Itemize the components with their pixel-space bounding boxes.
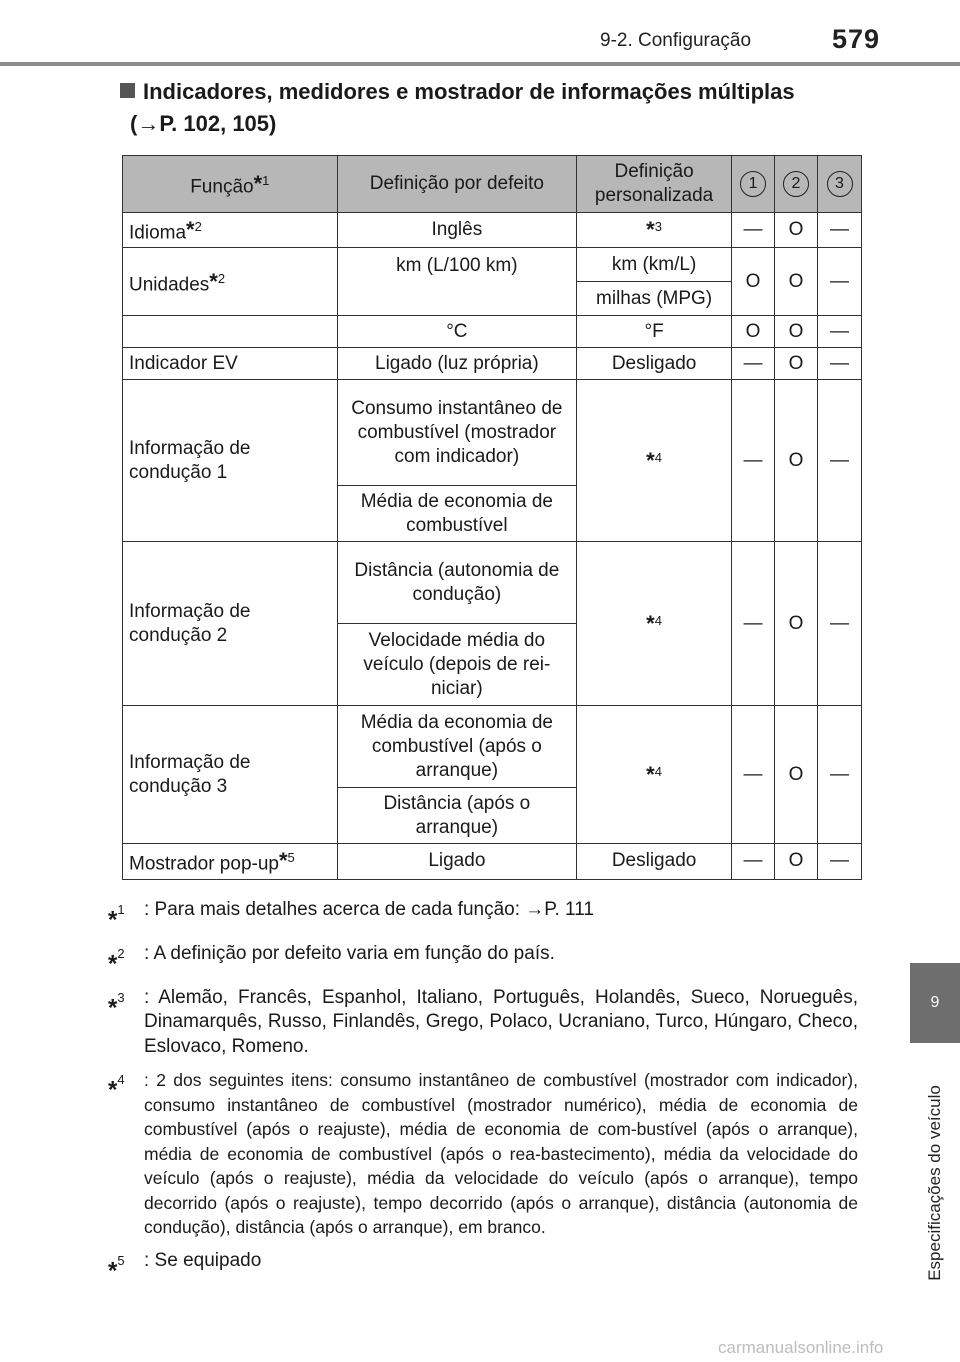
cell-default: Distância (autonomia de condução) xyxy=(337,542,577,624)
cell-custom xyxy=(577,706,732,844)
footnote-marker: *$^4$ xyxy=(108,1072,125,1104)
cell-function: Informação de condução 1 xyxy=(123,380,338,542)
cell-default: Distância (após o arranque) xyxy=(337,788,577,844)
footnotes xyxy=(108,898,858,1292)
cell-col2: O xyxy=(775,542,818,706)
cell-custom: milhas (MPG) xyxy=(577,282,732,316)
footnote-item xyxy=(108,986,858,1060)
cell-col2: O xyxy=(775,844,818,879)
footnote-marker: *$^1$ xyxy=(108,902,125,934)
cell-custom xyxy=(577,213,732,248)
footnote-marker: *$^3$ xyxy=(108,989,125,1021)
cell-custom: °F xyxy=(577,316,732,348)
cell-default: Consumo instantâneo de combustível (mostrador com indicador) xyxy=(337,380,577,486)
table-row-unidades xyxy=(123,248,862,282)
cell-default: Ligado xyxy=(337,844,577,879)
footnote-item xyxy=(108,898,858,933)
table-row-popup xyxy=(123,844,862,879)
header-rule xyxy=(0,62,960,66)
cell-col3: — xyxy=(818,380,862,542)
footnote-item xyxy=(108,1249,858,1284)
cell-col3: — xyxy=(818,213,862,248)
cell-col3: — xyxy=(818,348,862,380)
table-row-info3 xyxy=(123,706,862,788)
cell-function xyxy=(123,316,338,348)
cell-col1: — xyxy=(732,348,775,380)
footnote-ref: *1 xyxy=(253,170,270,196)
footnote-ref: *4 xyxy=(646,447,662,473)
chapter-tab-label-text: Especificações do veículo xyxy=(925,1084,944,1281)
cell-function: Informação de condução 2 xyxy=(123,542,338,706)
table-row-info2 xyxy=(123,542,862,624)
cell-custom xyxy=(577,542,732,706)
cell-default: Média da economia de combustível (após o arranque) xyxy=(337,706,577,788)
cell-function: Unidades$^{*2}$ xyxy=(123,248,338,316)
cell-col2: O xyxy=(775,706,818,844)
cell-custom: km (km/L) xyxy=(577,248,732,282)
cell-col3: — xyxy=(818,248,862,316)
header-col3 xyxy=(818,156,862,213)
cell-col3: — xyxy=(818,844,862,879)
page-number: 579 xyxy=(832,24,881,54)
table-row-ev xyxy=(123,348,862,380)
watermark: carmanualsonline.info xyxy=(718,1338,884,1357)
footnote-text: : Para mais detalhes acerca de cada função: →P. 111 xyxy=(144,899,594,920)
circled-number-2-icon: 2 xyxy=(783,171,809,197)
table-row-info1 xyxy=(123,380,862,486)
square-bullet-icon xyxy=(120,83,135,98)
footnote-ref: *4 xyxy=(646,610,662,636)
section-page-ref[interactable]: (→P. 102, 105) xyxy=(130,111,277,136)
table-header-row xyxy=(123,156,862,213)
header-function: Função$^{*1}$ xyxy=(123,156,338,213)
table-row-idioma xyxy=(123,213,862,248)
cell-function: Mostrador pop-$up^{*5}$ xyxy=(123,844,338,879)
cell-col2: O xyxy=(775,380,818,542)
header-col1 xyxy=(732,156,775,213)
header-col2 xyxy=(775,156,818,213)
footnote-text: : 2 dos seguintes itens: consumo instantâneo de combustível (mostrador com indicador), consumo instantâneo de combustível (mostrador numérico), média de economia de combustível (após o reajuste), média de economia de com-bustível (após o arranque), média de economia de combustível (após o rea-bastecimento), média da velocidade do veículo (após o reajuste), média da velocidade do veículo (após o arranque), tempo decorrido (após o reajuste), tempo decorrido (após o arranque), distância (autonomia de condução), distância (após o arranque), em branco. xyxy=(144,1070,858,1238)
circled-number-1-icon: 1 xyxy=(740,171,766,197)
cell-col2: O xyxy=(775,348,818,380)
cell-col1: O xyxy=(732,316,775,348)
footnote-ref: *5 xyxy=(278,848,295,874)
footnote-text: : Se equipado xyxy=(144,1249,262,1271)
footnote-item xyxy=(108,942,858,977)
cell-col1: — xyxy=(732,213,775,248)
cell-col1: — xyxy=(732,542,775,706)
cell-default: km (L/100 km) xyxy=(337,248,577,316)
cell-default: Inglês xyxy=(337,213,577,248)
cell-default: °C xyxy=(337,316,577,348)
table-row-temperature xyxy=(123,316,862,348)
cell-default: Média de economia de combustível xyxy=(337,486,577,542)
chapter-tab-label[interactable] xyxy=(910,1045,960,1320)
settings-table xyxy=(122,155,862,880)
chapter-tab-number[interactable]: 9 xyxy=(910,963,960,1043)
section-title-text: Indicadores, medidores e mostrador de informações múltiplas xyxy=(143,79,795,104)
cell-col3: — xyxy=(818,706,862,844)
cell-custom: Desligado xyxy=(577,348,732,380)
cell-default: Ligado (luz própria) xyxy=(337,348,577,380)
cell-col2: O xyxy=(775,248,818,316)
footnote-item xyxy=(108,1068,858,1240)
cell-function: Informação de condução 3 xyxy=(123,706,338,844)
cell-col1: — xyxy=(732,844,775,879)
header-default: Definição por defeito xyxy=(337,156,577,213)
cell-default: Velocidade média do veículo (depois de rei-niciar) xyxy=(337,624,577,706)
cell-custom: Desligado xyxy=(577,844,732,879)
footnote-ref: *4 xyxy=(646,761,662,787)
section-title xyxy=(120,76,865,140)
cell-col1: O xyxy=(732,248,775,316)
circled-number-3-icon: 3 xyxy=(827,171,853,197)
footnote-marker: *$^5$ xyxy=(108,1252,125,1284)
footnote-ref: *2 xyxy=(209,268,226,294)
cell-function: Indicador EV xyxy=(123,348,338,380)
cell-function: Idioma$^{*2}$ xyxy=(123,213,338,248)
footnote-text: : A definição por defeito varia em função do país. xyxy=(144,942,555,964)
cell-col2: O xyxy=(775,213,818,248)
footnote-marker: *$^2$ xyxy=(108,945,125,978)
cell-col3: — xyxy=(818,542,862,706)
header-section-title: 9-2. Configuração xyxy=(600,30,752,51)
cell-custom xyxy=(577,380,732,542)
footnote-text: : Alemão, Francês, Espanhol, Italiano, Português, Holandês, Sueco, Norueguês, Dinamarquês, Russo, Finlandês, Grego, Polaco, Ucraniano, Turco, Húngaro, Checo, Eslovaco, Romeno. xyxy=(144,986,858,1057)
footnote-ref: *3 xyxy=(646,217,662,242)
cell-col1: — xyxy=(732,380,775,542)
cell-col3: — xyxy=(818,316,862,348)
footnote-ref: *2 xyxy=(186,217,202,242)
cell-col2: O xyxy=(775,316,818,348)
cell-col1: — xyxy=(732,706,775,844)
header-custom: Definição personalizada xyxy=(577,156,732,213)
